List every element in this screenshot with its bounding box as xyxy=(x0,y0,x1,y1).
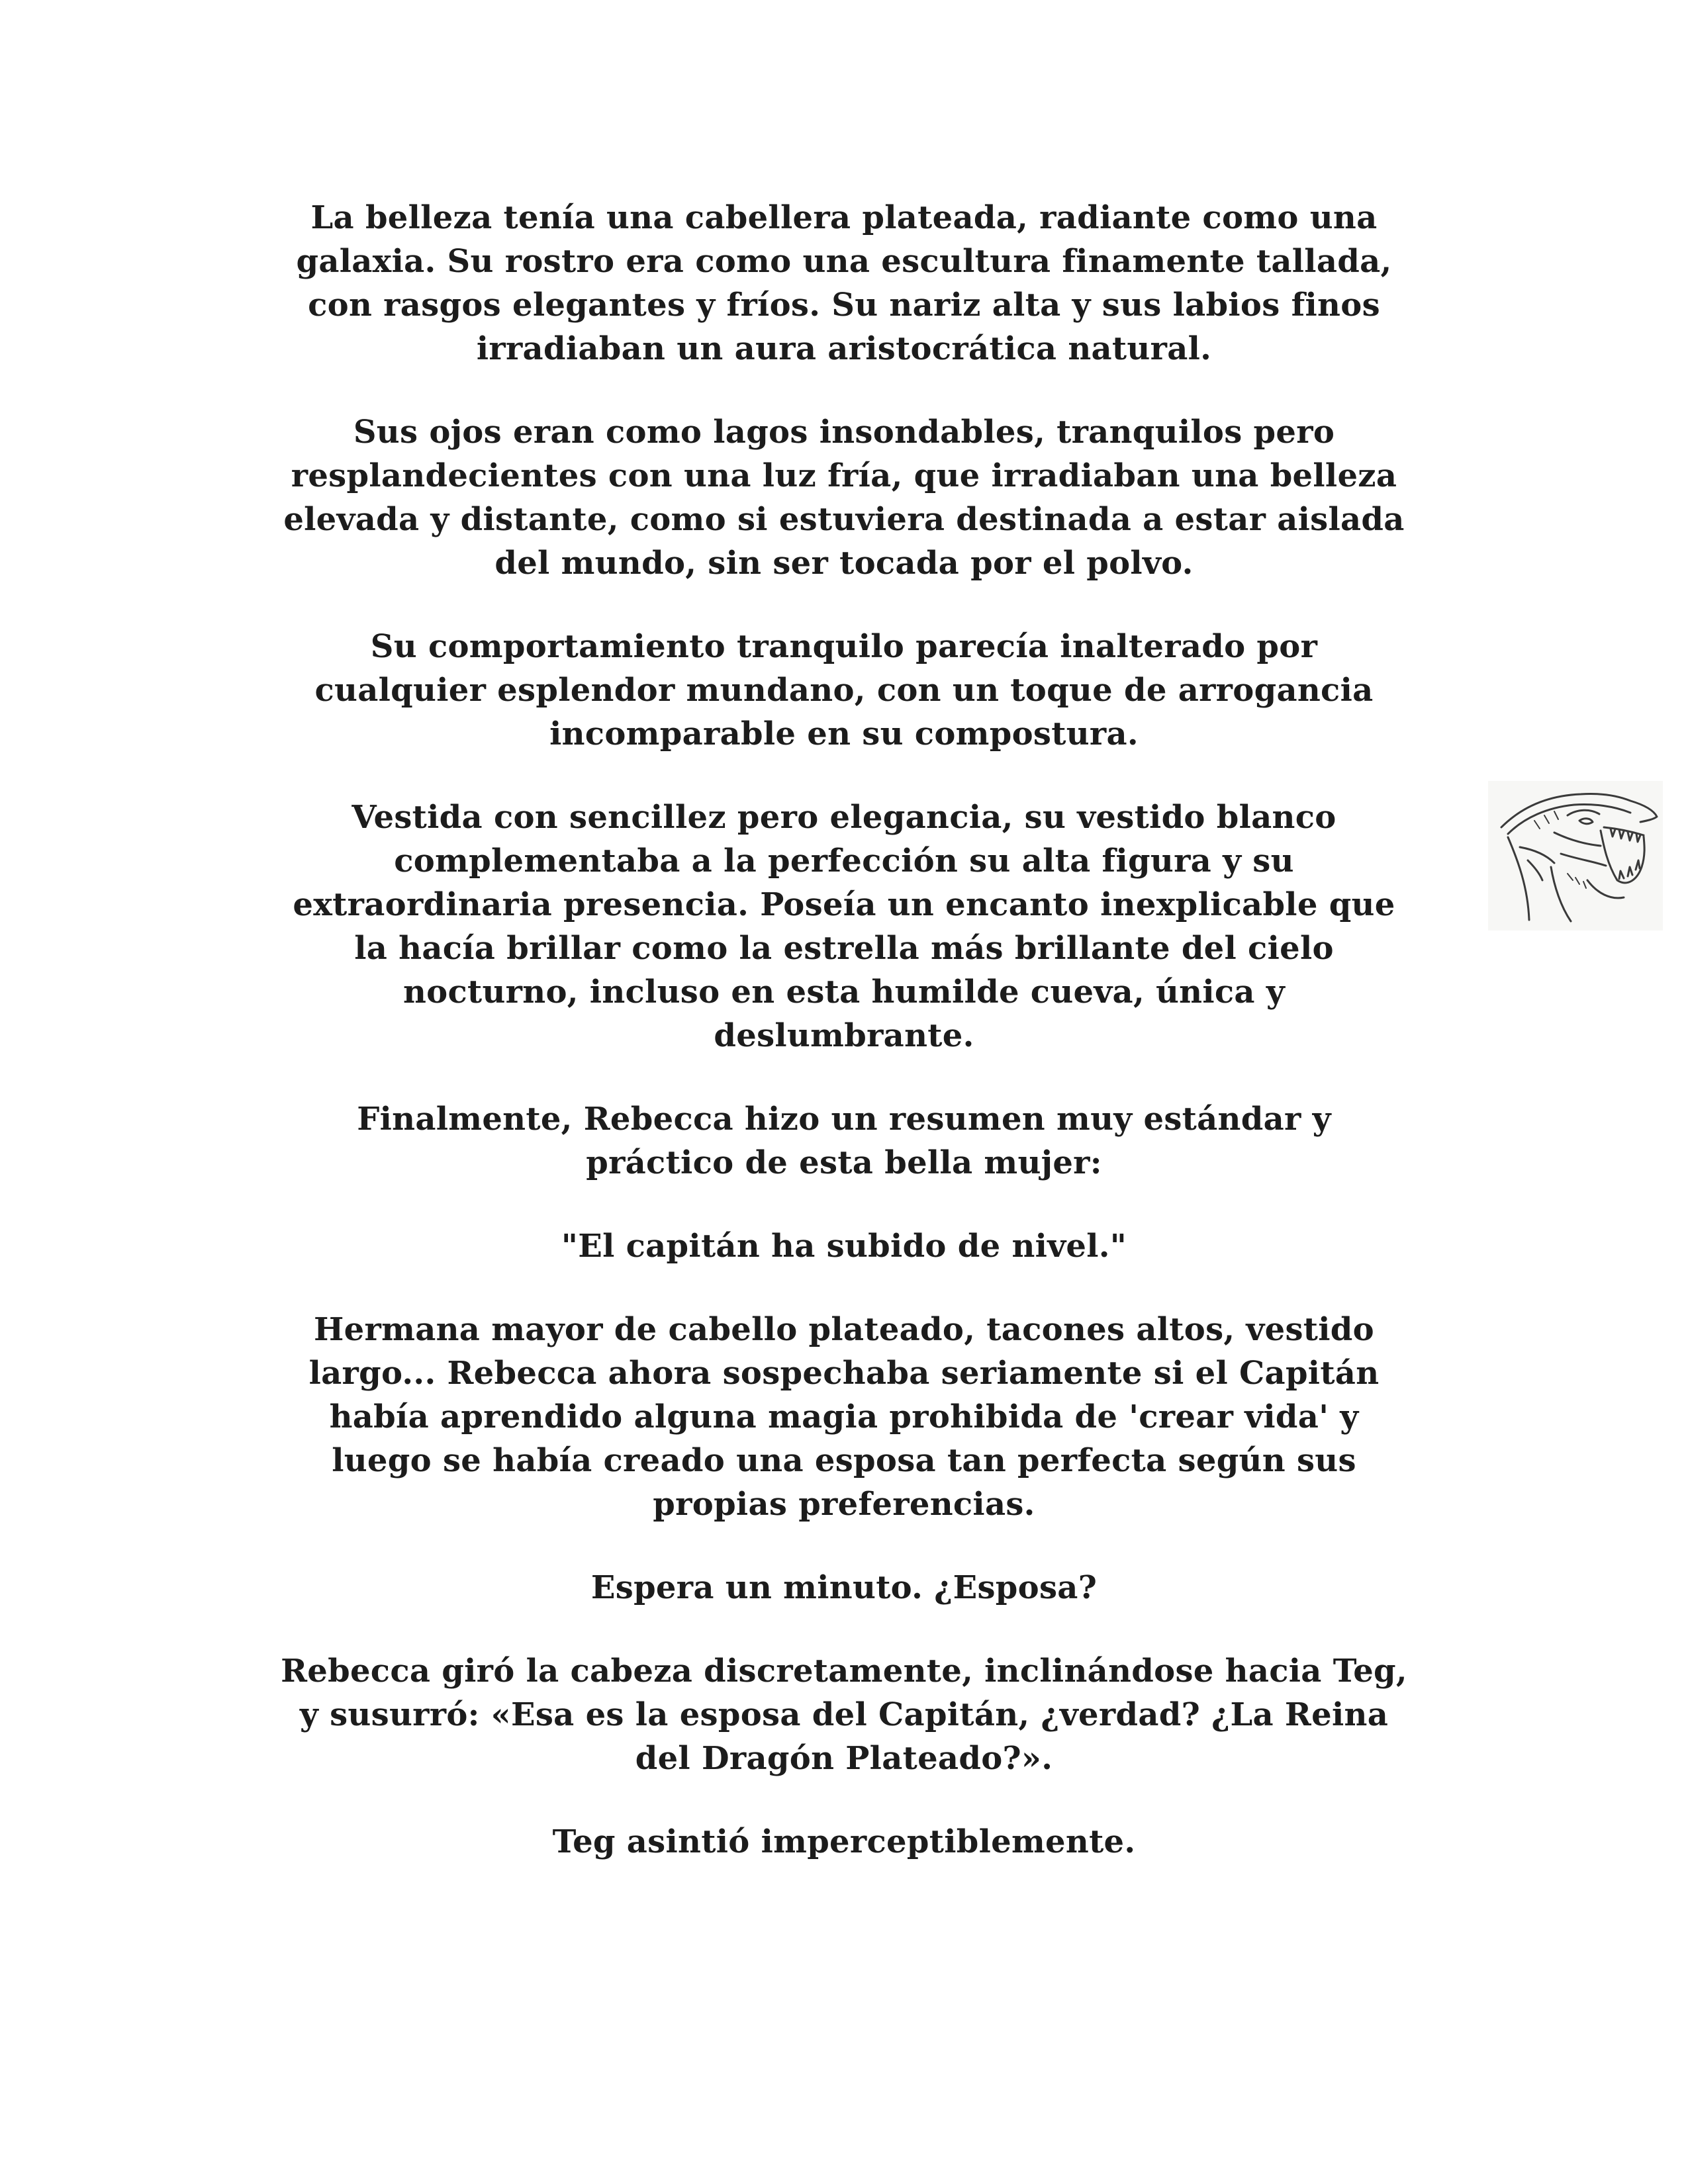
paragraph xyxy=(225,1224,1463,1268)
paragraph xyxy=(225,1649,1463,1780)
paragraph xyxy=(225,796,1463,1058)
text-line: "El capitán ha subido de nivel." xyxy=(561,1228,1127,1265)
text-line: práctico de esta bella mujer: xyxy=(586,1144,1102,1181)
text-line: con rasgos elegantes y fríos. Su nariz alta y sus labios finos xyxy=(308,287,1380,324)
paragraph xyxy=(225,410,1463,585)
text-line: elevada y distante, como si estuviera destinada a estar aislada xyxy=(283,501,1405,538)
text-line: Rebecca giró la cabeza discretamente, inclinándose hacia Teg, xyxy=(281,1653,1407,1690)
text-line: cualquier esplendor mundano, con un toque de arrogancia xyxy=(314,672,1374,709)
text-line: Espera un minuto. ¿Esposa? xyxy=(590,1569,1098,1606)
text-line: Hermana mayor de cabello plateado, tacones altos, vestido xyxy=(314,1311,1374,1348)
dinosaur-head-sketch-icon xyxy=(1488,781,1663,931)
text-line: Vestida con sencillez pero elegancia, su vestido blanco xyxy=(352,799,1336,836)
paragraph xyxy=(225,1097,1463,1185)
text-line: Finalmente, Rebecca hizo un resumen muy estándar y xyxy=(357,1101,1331,1138)
text-line: galaxia. Su rostro era como una escultura finamente tallada, xyxy=(296,243,1392,280)
text-line: complementaba a la perfección su alta figura y su xyxy=(394,842,1294,880)
text-line: del Dragón Plateado?». xyxy=(635,1740,1053,1777)
text-line: Su comportamiento tranquilo parecía inalterado por xyxy=(370,628,1318,665)
text-line: irradiaban un aura aristocrática natural. xyxy=(476,330,1212,367)
text-line: Teg asintió imperceptiblemente. xyxy=(552,1823,1136,1860)
text-line: deslumbrante. xyxy=(714,1017,974,1054)
text-line: La belleza tenía una cabellera plateada, radiante como una xyxy=(310,199,1378,236)
text-line: extraordinaria presencia. Poseía un encanto inexplicable que xyxy=(293,886,1395,923)
story-text xyxy=(225,196,1463,1903)
text-line: Sus ojos eran como lagos insondables, tranquilos pero xyxy=(353,414,1335,451)
paragraph xyxy=(225,625,1463,756)
text-line: largo... Rebecca ahora sospechaba seriamente si el Capitán xyxy=(308,1355,1380,1392)
text-line: luego se había creado una esposa tan perfecta según sus xyxy=(332,1442,1356,1479)
paragraph xyxy=(225,1820,1463,1864)
text-line: la hacía brillar como la estrella más brillante del cielo xyxy=(354,930,1334,967)
text-line: del mundo, sin ser tocada por el polvo. xyxy=(494,545,1194,582)
text-line: nocturno, incluso en esta humilde cueva, única y xyxy=(402,974,1286,1011)
text-line: resplandecientes con una luz fría, que irradiaban una belleza xyxy=(291,457,1397,494)
text-line: propias preferencias. xyxy=(653,1486,1035,1523)
paragraph xyxy=(225,1308,1463,1526)
text-line: incomparable en su compostura. xyxy=(549,715,1139,752)
text-line: y susurró: «Esa es la esposa del Capitán, ¿verdad? ¿La Reina xyxy=(299,1696,1389,1733)
paragraph xyxy=(225,196,1463,371)
text-line: había aprendido alguna magia prohibida de 'crear vida' y xyxy=(329,1398,1359,1435)
paragraph xyxy=(225,1566,1463,1610)
